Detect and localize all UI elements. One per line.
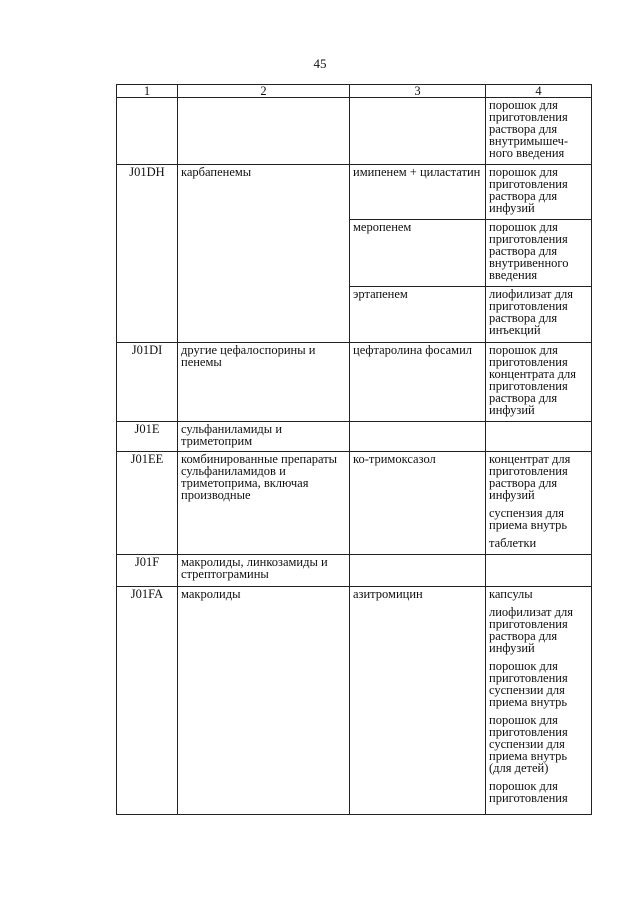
table-row xyxy=(117,343,592,422)
code-cell: J01DH xyxy=(117,165,178,343)
form-cell xyxy=(486,422,592,452)
dosage-form: порошок для приготовления раствора для внутримышеч-ного введения xyxy=(489,98,569,160)
table-row xyxy=(117,165,592,220)
dosage-form: капсулы xyxy=(489,587,533,601)
dosage-form: порошок для приготовления раствора для инфузий xyxy=(489,165,568,215)
page-number: 45 xyxy=(313,56,327,71)
dosage-form: порошок для приготовления раствора для внутривенного введения xyxy=(489,220,569,282)
dosage-form: лиофилизат для приготовления раствора для инфузий xyxy=(489,605,573,655)
dosage-form: порошок для приготовления суспензии для приема внутрь xyxy=(489,659,568,709)
table-row xyxy=(117,422,592,452)
drug-cell xyxy=(350,555,486,587)
table-row xyxy=(117,587,592,815)
name-cell xyxy=(178,98,350,165)
drug-cell xyxy=(350,422,486,452)
dosage-form: концентрат для приготовления раствора для инфузий xyxy=(489,452,571,502)
code-cell: J01E xyxy=(117,422,178,452)
name-cell: сульфаниламиды и триметоприм xyxy=(178,422,350,452)
name-cell: другие цефалоспорины и пенемы xyxy=(178,343,350,422)
drug-cell: азитромицин xyxy=(350,587,486,815)
dosage-form: порошок для приготовления концентрата для приготовления раствора для инфузий xyxy=(489,343,577,417)
drug-cell: эртапенем xyxy=(350,287,486,343)
drug-cell: цефтаролина фосамил xyxy=(350,343,486,422)
name-cell: макролиды xyxy=(178,587,350,815)
column-header-4: 4 xyxy=(486,85,592,98)
header-row xyxy=(117,85,592,98)
column-header-3: 3 xyxy=(350,85,486,98)
drug-cell: меропенем xyxy=(350,220,486,287)
name-cell: комбинированные препараты сульфаниламидов и триметоприма, включая производные xyxy=(178,452,350,555)
form-cell xyxy=(486,343,592,422)
dosage-form: таблетки xyxy=(489,536,537,550)
dosage-form: порошок для приготовления суспензии для приема внутрь (для детей) xyxy=(489,713,568,775)
code-cell: J01DI xyxy=(117,343,178,422)
form-cell xyxy=(486,98,592,165)
form-cell xyxy=(486,220,592,287)
dosage-form: суспензия для приема внутрь xyxy=(489,506,568,532)
form-cell xyxy=(486,587,592,815)
code-cell: J01F xyxy=(117,555,178,587)
code-cell: J01FA xyxy=(117,587,178,815)
name-cell: макролиды, линкозамиды и стрептограмины xyxy=(178,555,350,587)
column-header-1: 1 xyxy=(117,85,178,98)
name-cell: карбапенемы xyxy=(178,165,350,343)
code-cell: J01EE xyxy=(117,452,178,555)
column-header-2: 2 xyxy=(178,85,350,98)
table-row xyxy=(117,98,592,165)
form-cell xyxy=(486,555,592,587)
form-cell xyxy=(486,165,592,220)
dosage-form: порошок для приготовления xyxy=(489,779,568,805)
dosage-form: лиофилизат для приготовления раствора для инъекций xyxy=(489,287,573,337)
drug-cell: имипенем + циластатин xyxy=(350,165,486,220)
form-cell xyxy=(486,452,592,555)
drug-cell xyxy=(350,98,486,165)
code-cell xyxy=(117,98,178,165)
table-row xyxy=(117,452,592,555)
table-row xyxy=(117,555,592,587)
drug-table xyxy=(116,84,592,815)
form-cell xyxy=(486,287,592,343)
drug-cell: ко-тримоксазол xyxy=(350,452,486,555)
